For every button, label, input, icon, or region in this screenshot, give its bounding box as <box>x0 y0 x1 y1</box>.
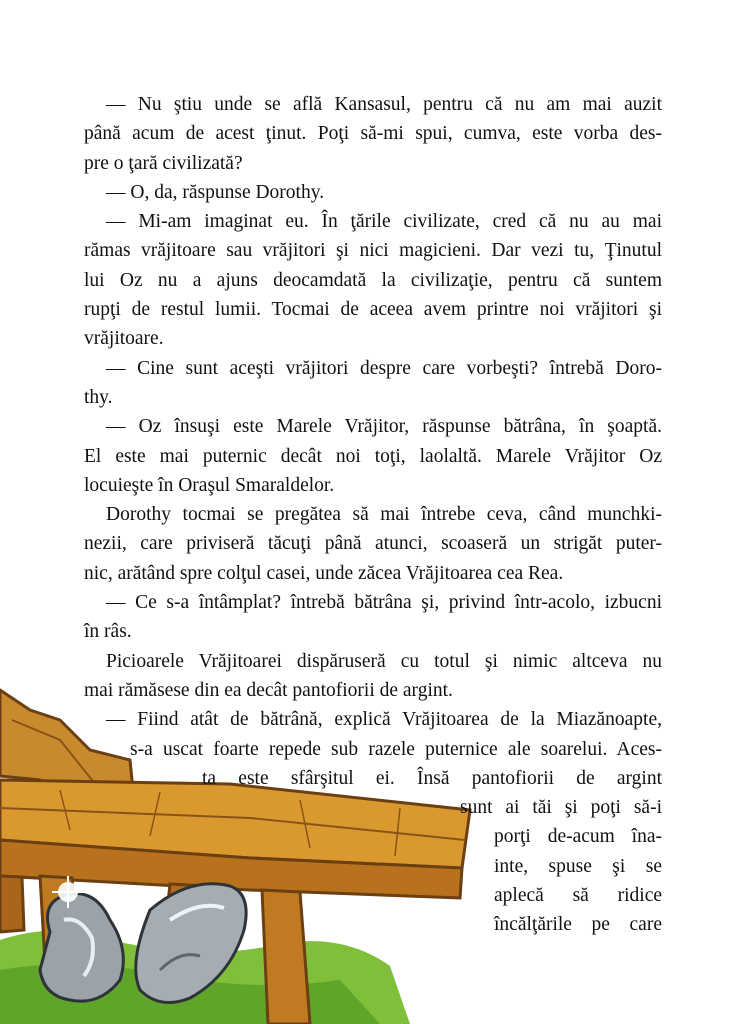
text-line: inte, spuse şi se <box>494 855 662 877</box>
text-line: El este mai puternic decât noi toţi, laolaltă. Marele Vrăjitor Oz <box>84 445 662 467</box>
text-line: vrăjitoare. <box>84 328 164 350</box>
text-line: mai rămăsese din ea decât pantofiorii de argint. <box>84 679 453 701</box>
text-line: ta este sfârşitul ei. Însă pantofiorii de argint <box>202 767 662 789</box>
text-line: locuieşte în Oraşul Smaraldelor. <box>84 474 335 496</box>
text-line: — Oz însuşi este Marele Vrăjitor, răspunse bătrâna, în şoaptă. <box>106 416 662 438</box>
text-line: — Cine sunt aceşti vrăjitori despre care vorbeşti? întrebă Doro- <box>106 357 662 379</box>
text-line: Dorothy tocmai se pregătea să mai întrebe ceva, când munchki- <box>106 504 662 526</box>
text-line: în râs. <box>84 621 132 643</box>
text-line: — Nu ştiu unde se află Kansasul, pentru că nu am mai auzit <box>106 94 662 115</box>
page-text <box>84 90 662 940</box>
paragraph <box>84 500 662 588</box>
text-line: aplecă să ridice <box>494 885 662 907</box>
paragraph <box>84 207 662 353</box>
paragraph <box>84 90 662 178</box>
text-line: lui Oz nu a ajuns deocamdată la civilizaţie, pentru că suntem <box>84 269 662 291</box>
text-line: nezii, care priviseră tăcuţi până atunci, scoaseră un strigăt puter- <box>84 533 662 555</box>
text-line: thy. <box>84 386 113 408</box>
paragraph <box>84 178 662 207</box>
text-line: încălţările pe care <box>494 914 662 936</box>
text-line: rămas vrăjitoare sau vrăjitori şi nici magicieni. Dar vezi tu, Ţinutul <box>84 240 662 262</box>
paragraph <box>84 588 662 647</box>
text-line: — Fiind atât de bătrână, explică Vrăjitoarea de la Miazănoapte, <box>106 709 662 731</box>
paragraph <box>84 647 662 706</box>
text-line: sunt ai tăi şi poţi să-i <box>460 797 662 819</box>
text-line: — O, da, răspunse Dorothy. <box>106 181 325 203</box>
text-line: — Mi-am imaginat eu. În ţările civilizate, cred că nu au mai <box>106 211 662 233</box>
text-line: porţi de-acum îna- <box>494 826 662 848</box>
text-line: nic, arătând spre colţul casei, unde zăcea Vrăjitoarea cea Rea. <box>84 562 564 584</box>
text-line: pre o ţară civilizată? <box>84 152 243 174</box>
text-line: rupţi de restul lumii. Tocmai de aceea avem printre noi vrăjitori şi <box>84 299 662 321</box>
text-line: — Ce s-a întâmplat? întrebă bătrâna şi, privind într-acolo, izbucni <box>106 592 662 614</box>
text-line: s-a uscat foarte repede sub razele puternice ale soarelui. Aces- <box>130 738 662 760</box>
paragraph <box>84 412 662 500</box>
text-line: Picioarele Vrăjitoarei dispăruseră cu totul şi nimic altceva nu <box>106 650 662 672</box>
paragraph <box>84 705 662 939</box>
text-line: până acum de acest ţinut. Poţi să-mi spui, cumva, este vorba des- <box>84 123 662 145</box>
paragraph <box>84 354 662 413</box>
